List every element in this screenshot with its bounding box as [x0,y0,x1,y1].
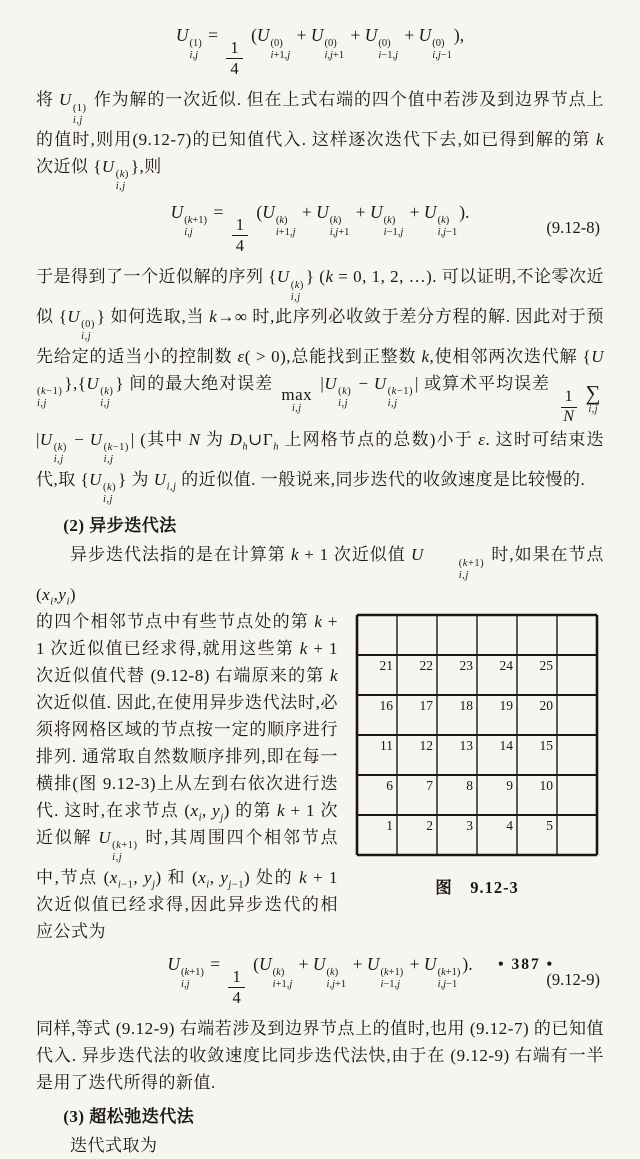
grid-node-label: 18 [459,698,473,714]
grid-node-label: 5 [546,818,553,834]
grid-node-label: 4 [506,818,513,834]
paragraph-async-intro: 异步迭代法指的是在计算第 k + 1 次近似值 U (k+1) i,j 时,如果在节点$(x_i,y_i)$ [36,545,605,608]
grid-node-label: 20 [539,698,553,714]
grid-node-label: 6 [386,778,393,794]
grid-node-label: 15 [539,738,553,754]
paragraph-async-body: 的四个相邻节点中有些节点处的第 k + 1 次近似值已经求得,就用这些第 k + 1 次近似值代替 (9.12-8) 右端原来的第 k 次近似值. 因此,在使用异步迭代法时,必须将网格区域的节点按一定的顺序进行排列. 通常取自然数顺序排列,即在每一横排(图 9.12-3)上从左到右依次进行迭代. 这时,在求节点 ($x_i$, $y_j$) 的第 k + 1 次近似解 U (k+1) i,j 时,其周围四个相邻节点中,节点 ($x_{i-1}$, $y_j$) 和 ($x_i$, $y_{j-1}$) 处的 k + 1 次近似值已经求得,因此异步迭代的相应公式为 [36,612,339,941]
grid-node-label: 7 [426,778,433,794]
grid-node-label: 9 [506,778,513,794]
grid-node-label: 8 [466,778,473,794]
grid-node-label: 16 [379,698,393,714]
paragraph-async-speed: 同样,等式 (9.12-9) 右端若涉及到边界节点上的值时,也用 (9.12-7) 的已知值代入. 异步迭代法的收敛速度比同步迭代法快,由于在 (9.12-9) 右端有一半是用了迭代所得的新值. [36,1019,604,1093]
grid-node-label: 25 [539,658,553,674]
grid-node-label: 22 [419,658,433,674]
grid-node-label: 13 [459,738,473,754]
grid-node-label: 24 [499,658,513,674]
grid-node-label: 14 [499,738,513,754]
formula-math: U (1) i,j = $\frac{1}{4}$ (U (0) i+1,j + U (0) i,j+1 + U (0) i−1,j + U (0) i,j−1 ), [175,25,465,78]
grid-node-label: 11 [380,738,393,754]
equation-number: (9.12-8) [546,218,600,238]
grid-node-label: 19 [499,698,513,714]
paragraph-convergence: 于是得到了一个近似解的序列 {U (k) i,j } (k = 0, 1, 2, …). 可以证明,不论零次近似 {U (0) i,j } 如何选取,当 k→∞ 时,此序列必收敛于差分方程的解. 因此对于预先给定的适当小的控制数 ε( > 0),总能找到正整数 k,使相邻两次迭代解 {U (k−1) i,j },{U (k) i,j } 间的最大绝对误差 max i,j |U (k) i,j − U (k−1) i,j | 或算术平均误差 $\frac{1}{N}$ ∑ i,j |U (k) i,j − U (k−1) i,j | (其中 N 为 $D_h\cup\Gamma_h$ 上网格节点的总数)小于 ε. 这时可结束迭代,取 {U (k) i,j } 为 $U_{i,j}$ 的近似值. 一般说来,同步迭代的收敛速度是比较慢的. [36,267,604,505]
formula-math: U (k+1) i,j = $\frac{1}{4}$ (U (k) i+1,j + U (k) i,j+1 + U (k) i−1,j + U (k) i,j−1 ). [170,201,470,255]
paragraph-sor-intro: 迭代式取为 [70,1136,158,1156]
page-number: • 387 • [498,956,554,973]
grid-node-label: 3 [466,818,473,834]
grid-node-label: 1 [386,818,393,834]
section-heading-async-iteration: (2) 异步迭代法 [63,516,177,536]
formula-math: U (k+1) i,j = $\frac{1}{4}$ (U (k) i+1,j + U (k) i,j+1 + U (k+1) i−1,j + U (k+1) i,j−1 ). [167,953,473,1007]
equation-number: (9.12-9) [546,969,600,989]
grid-node-label: 17 [419,698,433,714]
paragraph-first-approximation: 将 U (1) i,j 作为解的一次近似. 但在上式右端的四个值中若涉及到边界节点上的值时,则用(9.12-7)的已知值代入. 这样逐次迭代下去,如已得到解的第 k 次近似 {U (k) i,j },则 [36,90,605,193]
grid-node-label: 23 [459,658,473,674]
figure-caption: 图 9.12-3 [435,878,519,898]
grid-node-label: 10 [539,778,553,794]
grid-node-label: 2 [426,818,433,834]
grid-node-label: 21 [379,658,393,674]
grid-node-label: 12 [419,738,433,754]
formula-first-approximation [36,25,604,77]
grid-figure-svg [354,612,600,858]
formula-9-12-8 [36,202,604,254]
section-heading-sor-iteration: (3) 超松弛迭代法 [63,1107,195,1127]
figure-9-12-3 [350,612,604,898]
